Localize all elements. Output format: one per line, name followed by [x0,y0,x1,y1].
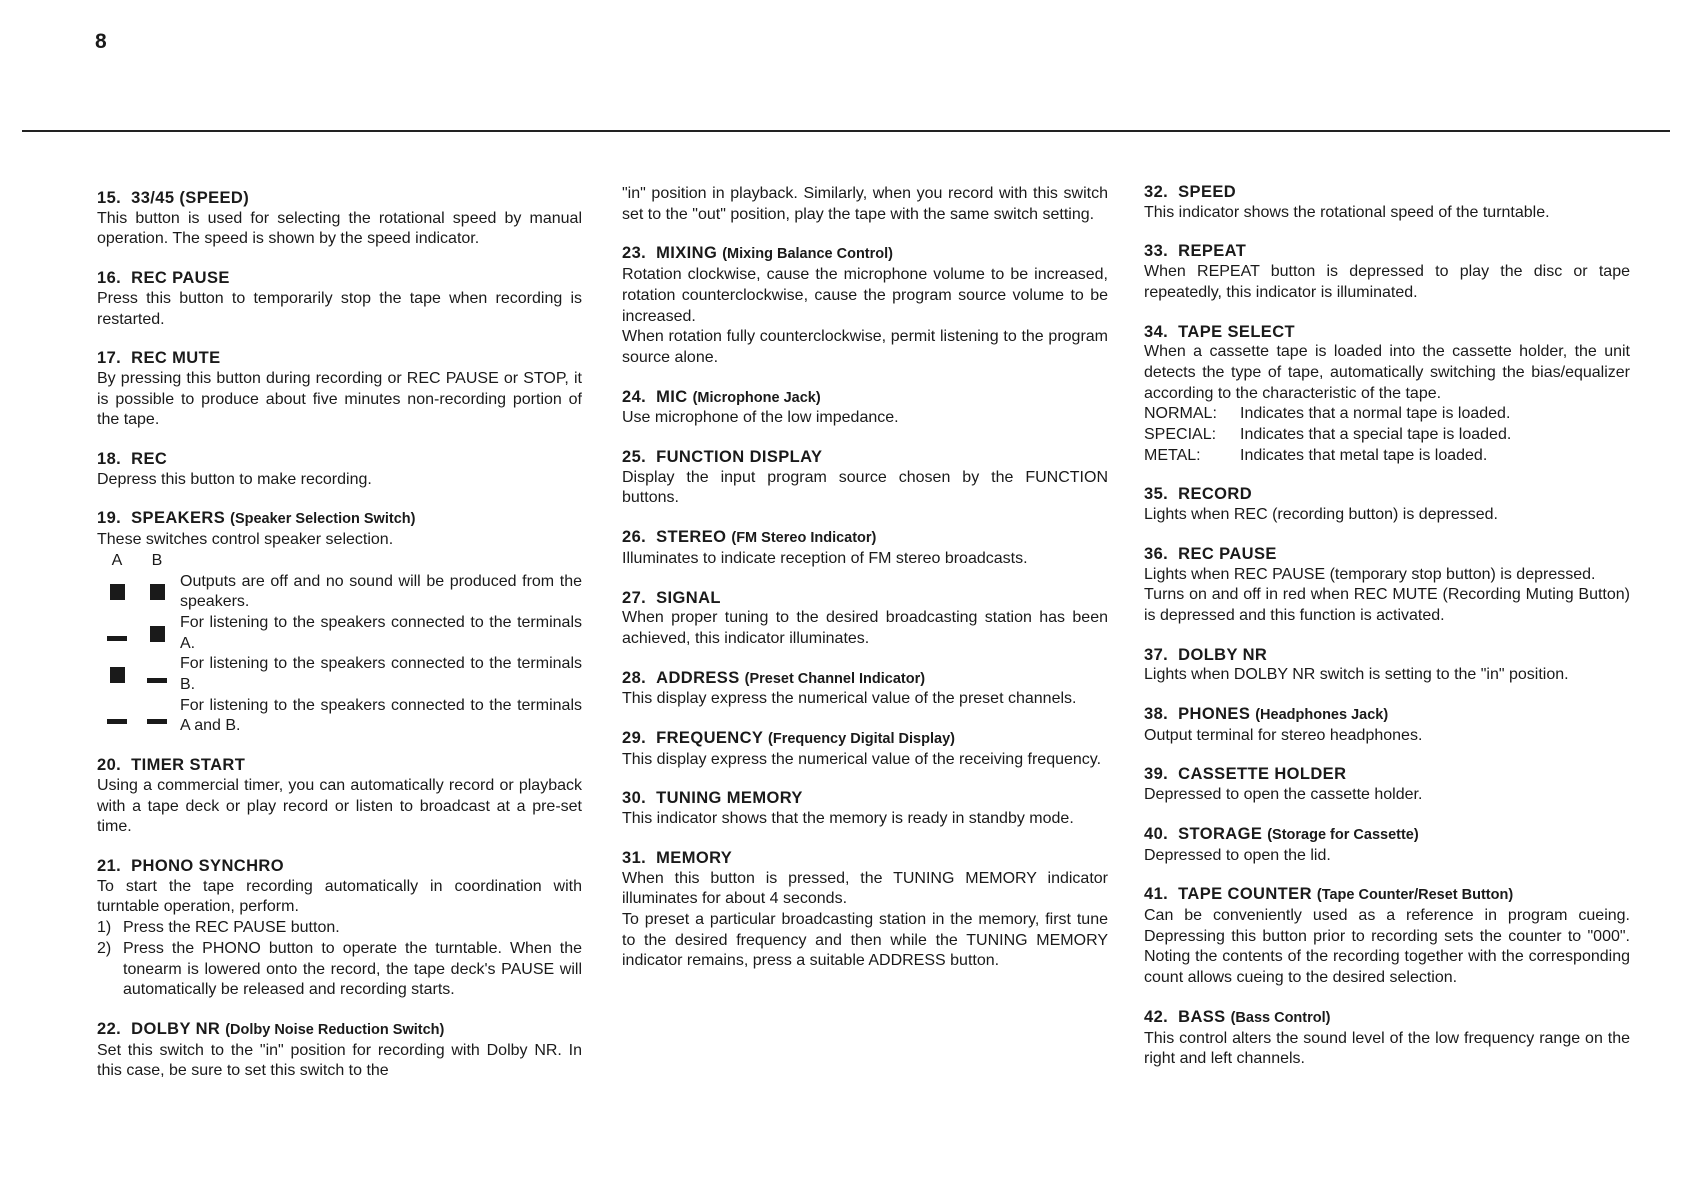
section-body: When this button is pressed, the TUNING MEMORY indicator illuminates for about 4 seconds. [622,869,1108,908]
page-number: 8 [95,30,107,53]
section-body: Turns on and off in red when REC MUTE (Recording Muting Button) is depressed and this function is activated. [1144,586,1630,624]
section-15 [97,188,582,250]
section-heading: 31. MEMORY [622,848,733,867]
section-body: Illuminates to indicate reception of FM stereo broadcasts. [622,549,1028,567]
column-a-label: A [111,551,123,569]
speaker-row-text: For listening to the speakers connected to the terminals A and B. [180,696,582,735]
section-body: Depress this button to make recording. [97,470,372,488]
section-34 [1144,322,1630,467]
section-body: By pressing this button during recording or REC PAUSE or STOP, it is possible to produce about five minutes non-recording portion of the tape. [97,369,582,429]
section-heading: 37. DOLBY NR [1144,645,1268,664]
section-heading: 24. MIC (Microphone Jack) [622,387,821,406]
column-right [1144,182,1630,1088]
section-heading: 23. MIXING (Mixing Balance Control) [622,244,893,263]
section-body: This display express the numerical value of the preset channels. [622,690,1077,708]
section-body: Display the input program source chosen by the FUNCTION buttons. [622,468,1108,507]
tape-type-text: Indicates that a normal tape is loaded. [1240,405,1511,423]
section-heading: 34. TAPE SELECT [1144,322,1295,341]
section-20 [97,755,582,838]
top-rule [22,130,1670,132]
section-heading: 27. SIGNAL [622,588,721,607]
section-26 [622,527,1108,569]
section-heading: 18. REC [97,450,168,469]
section-body: Using a commercial timer, you can automatically record or playback with a tape deck or play record or listen to broadcast at a pre-set time. [97,776,582,836]
section-body: Can be conveniently used as a reference in program cueing. Depressing this button prior to recording sets the counter to "000". Noting the contents of the recording together with the corresponding count allows cueing to the desired selection. [1144,906,1630,987]
step-item: 1) Press the REC PAUSE button. [97,919,340,937]
step-item: 2) Press the PHONO button to operate the turntable. When the tonearm is lowered onto the record, the tape deck's PAUSE will automatically be released and recording starts. [97,939,582,999]
section-body: Set this switch to the "in" position for recording with Dolby NR. In this case, be sure to set this switch to the [97,1041,582,1080]
section-heading: 32. SPEED [1144,183,1237,201]
section-body: Depressed to open the cassette holder. [1144,786,1423,804]
switch-a-released-icon [97,626,137,642]
section-heading: 40. STORAGE (Storage for Cassette) [1144,824,1419,843]
column-b-label: B [151,551,163,569]
section-body: Press this button to temporarily stop the tape when recording is restarted. [97,289,582,328]
section-heading: 29. FREQUENCY (Frequency Digital Display) [622,729,955,748]
section-22-continued [622,184,1108,225]
section-body: To preset a particular broadcasting station in the memory, first tune to the desired frequency and then while the TUNING MEMORY indicator remains, press a suitable ADDRESS button. [622,910,1108,970]
section-body: This indicator shows that the memory is ready in standby mode. [622,810,1074,828]
section-18 [97,449,582,490]
section-heading: 39. CASSETTE HOLDER [1144,765,1347,784]
section-33 [1144,241,1630,303]
section-body: Depressed to open the lid. [1144,846,1331,864]
section-body: Lights when DOLBY NR switch is setting to the "in" position. [1144,666,1569,684]
tape-type-label: NORMAL: [1144,405,1217,423]
section-body: To start the tape recording automatically in coordination with turntable operation, perform. [97,877,582,916]
section-heading: 17. REC MUTE [97,349,221,368]
section-body: Output terminal for stereo headphones. [1144,726,1423,744]
tape-type-row [1144,446,1630,467]
section-27 [622,588,1108,650]
tape-type-row [1144,425,1630,446]
tape-type-row [1144,404,1630,425]
section-body: These switches control speaker selection. [97,531,394,549]
switch-b-released-icon [137,667,177,683]
speaker-row [97,654,582,695]
switch-a-released-icon [97,709,137,724]
section-heading: 28. ADDRESS (Preset Channel Indicator) [622,668,926,687]
column-left [97,188,582,1100]
section-23 [622,243,1108,368]
section-body: Lights when REC PAUSE (temporary stop button) is depressed. [1144,565,1596,583]
section-heading: 38. PHONES (Headphones Jack) [1144,705,1389,724]
section-22 [97,1019,582,1082]
section-heading: 26. STEREO (FM Stereo Indicator) [622,528,877,547]
speaker-table-header [97,551,582,572]
section-31 [622,848,1108,972]
section-heading: 25. FUNCTION DISPLAY [622,448,823,467]
section-38 [1144,704,1630,746]
switch-b-pressed-icon [137,584,177,600]
section-35 [1144,484,1630,525]
switch-b-pressed-icon [137,626,177,642]
section-body: When a cassette tape is loaded into the cassette holder, the unit detects the type of tape, automatically switching the bias/equalizer according to the characteristic of the tape. [1144,343,1630,402]
speaker-row-text: Outputs are off and no sound will be produced from the speakers. [180,572,582,611]
section-29 [622,728,1108,770]
section-37 [1144,645,1630,686]
section-41 [1144,884,1630,989]
section-heading: 20. TIMER START [97,756,246,775]
section-heading: 16. REC PAUSE [97,269,230,288]
speaker-row [97,696,582,737]
section-heading: 33. REPEAT [1144,242,1247,261]
tape-type-text: Indicates that a special tape is loaded. [1240,426,1512,444]
section-heading: 22. DOLBY NR (Dolby Noise Reduction Switch) [97,1019,445,1038]
section-heading: 42. BASS (Bass Control) [1144,1007,1331,1026]
speaker-row-text: For listening to the speakers connected to the terminals B. [180,655,582,694]
section-40 [1144,824,1630,866]
section-heading: 21. PHONO SYNCHRO [97,856,284,875]
section-body: When proper tuning to the desired broadcasting station has been achieved, this indicator illuminates. [622,609,1108,647]
section-32 [1144,182,1630,223]
section-25 [622,447,1108,509]
section-body: This control alters the sound level of the low frequency range on the right and left channels. [1144,1029,1630,1068]
speaker-row-text: For listening to the speakers connected to the terminals A. [180,613,582,652]
section-heading: 35. RECORD [1144,485,1253,504]
section-body: Use microphone of the low impedance. [622,409,899,427]
section-body: "in" position in playback. Similarly, when you record with this switch set to the "out" position, play the tape with the same switch setting. [622,185,1108,223]
section-17 [97,348,582,431]
section-body: This indicator shows the rotational speed of the turntable. [1144,203,1550,221]
section-24 [622,387,1108,429]
section-21 [97,856,582,1001]
step-list [97,918,582,1001]
section-42 [1144,1007,1630,1070]
section-16 [97,268,582,330]
section-39 [1144,764,1630,805]
section-19 [97,508,582,737]
section-body: Lights when REC (recording button) is depressed. [1144,506,1498,524]
section-heading: 41. TAPE COUNTER (Tape Counter/Reset Button) [1144,885,1514,904]
section-body: When rotation fully counterclockwise, permit listening to the program source alone. [622,328,1108,366]
speaker-row [97,613,582,654]
section-body: When REPEAT button is depressed to play the disc or tape repeatedly, this indicator is illuminated. [1144,263,1630,301]
speaker-row [97,572,582,613]
section-36 [1144,544,1630,627]
tape-type-label: METAL: [1144,446,1201,464]
section-body: This button is used for selecting the rotational speed by manual operation. The speed is shown by the speed indicator. [97,209,582,248]
section-heading: 19. SPEAKERS (Speaker Selection Switch) [97,509,416,528]
section-30 [622,788,1108,829]
section-body: Rotation clockwise, cause the microphone volume to be increased, rotation counterclockwise, cause the program source volume to be increased. [622,266,1108,325]
tape-type-label: SPECIAL: [1144,426,1217,444]
switch-a-pressed-icon [97,584,137,600]
section-body: This display express the numerical value of the receiving frequency. [622,750,1102,768]
column-middle [622,184,1108,990]
switch-a-pressed-icon [97,667,137,683]
tape-type-text: Indicates that metal tape is loaded. [1240,446,1488,464]
section-heading: 30. TUNING MEMORY [622,789,803,808]
section-heading: 36. REC PAUSE [1144,544,1277,563]
switch-b-released-icon [137,709,177,724]
section-28 [622,668,1108,710]
section-heading: 15. 33/45 (SPEED) [97,189,250,207]
